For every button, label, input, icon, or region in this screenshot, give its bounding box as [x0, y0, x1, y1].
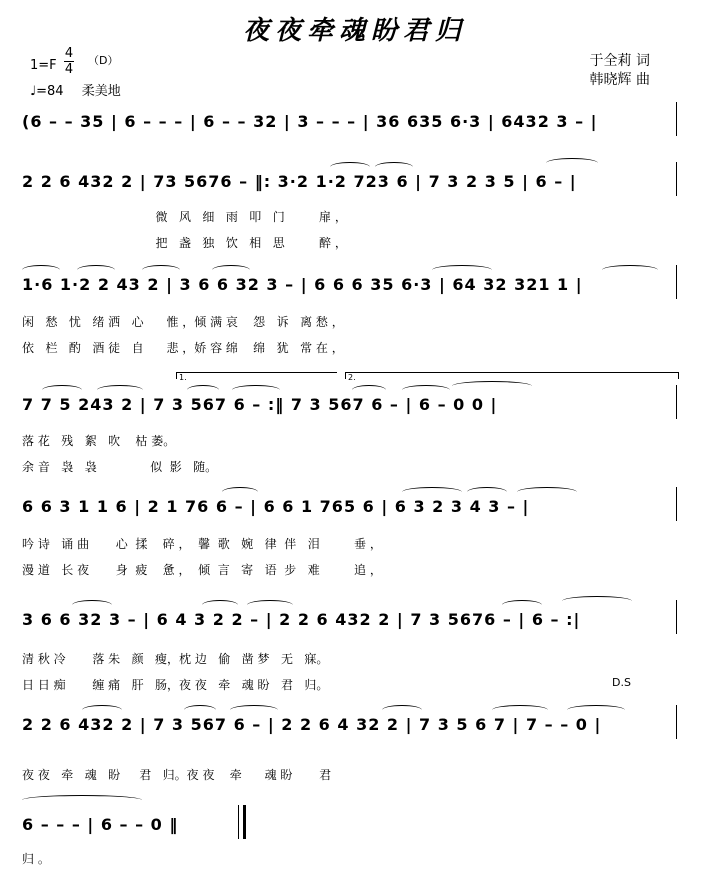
- lyricist: 于全莉 词: [589, 53, 650, 69]
- notation-line: 7 7 5 243 2 | 7 3 567 6 – :‖ 7 3 567 6 – | 6 – 0 0 |: [22, 395, 498, 414]
- lyric-line: 归 。: [22, 852, 50, 866]
- lyric-line: 落 花 残 絮 吹 枯 萎。: [22, 434, 176, 448]
- second-ending-bracket: [345, 372, 679, 382]
- score-row-4: [22, 395, 682, 425]
- notation-line: 1·6 1·2 2 43 2 | 3 6 6 32 3 – | 6 6 6 35 6·3 | 64 32 321 1 |: [22, 275, 583, 294]
- volta-1-label: 1.: [179, 373, 187, 382]
- slur: [402, 487, 462, 497]
- key-note: （D）: [88, 54, 119, 67]
- lyric-line: 漫 道 长 夜 身 疲 惫 ， 倾 言 寄 语 步 难 追 ，: [22, 563, 382, 577]
- slur: [467, 487, 507, 497]
- slur: [232, 385, 280, 395]
- slur: [452, 381, 532, 391]
- slur: [432, 265, 492, 275]
- slur: [184, 705, 216, 715]
- barline: [676, 487, 677, 521]
- barline: [676, 385, 677, 419]
- slur: [42, 385, 82, 395]
- final-barline: [238, 805, 246, 839]
- lyric-line: 把 盏 独 饮 相 思 醉 ，: [22, 236, 347, 250]
- volta-2-label: 2.: [348, 373, 356, 382]
- tie: [22, 795, 142, 805]
- slur: [247, 600, 293, 610]
- score-row-5: [22, 497, 682, 527]
- time-signature: [64, 46, 74, 77]
- score-row-7: [22, 715, 682, 745]
- slur: [202, 600, 238, 610]
- slur: [142, 265, 180, 275]
- key-label: 1=F: [30, 58, 57, 73]
- lyric-line: 清 秋 冷 落 朱 颜 瘦，枕 边 偷 凿 梦 无 寐。: [22, 652, 329, 666]
- slur: [352, 385, 386, 395]
- slur: [187, 385, 219, 395]
- tempo-value: =84: [36, 84, 64, 99]
- lyric-line: 夜 夜 牵 魂 盼 君 归。夜 夜 牵 魂 盼 君: [22, 768, 332, 782]
- barline: [676, 162, 677, 196]
- slur: [222, 487, 258, 497]
- slur: [602, 265, 658, 275]
- time-top: 4: [64, 46, 74, 61]
- dal-segno-mark: D.S: [612, 676, 631, 689]
- slur: [562, 596, 632, 606]
- notation-line: 2 2 6 432 2 | 7 3 567 6 – | 2 2 6 4 32 2 | 7 3 5 6 7 | 7 – – 0 |: [22, 715, 602, 734]
- time-bottom: 4: [64, 62, 74, 77]
- first-ending-bracket: [176, 372, 337, 382]
- slur: [517, 487, 577, 497]
- composer: 韩晓辉 曲: [589, 72, 650, 88]
- expression-mark: 柔美地: [81, 84, 121, 99]
- slur: [375, 162, 413, 172]
- slur: [492, 705, 548, 715]
- barline: [676, 102, 677, 136]
- lyric-line: 微 风 细 雨 叩 门 扉 ，: [22, 210, 347, 224]
- score-row-2: [22, 172, 682, 202]
- slur: [212, 265, 250, 275]
- slur: [82, 705, 122, 715]
- score-row-6: [22, 610, 682, 640]
- song-title: 夜夜牵魂盼君归: [242, 16, 467, 46]
- barline: [676, 705, 677, 739]
- notation-line: 6 – – – | 6 – – 0 ‖: [22, 815, 179, 834]
- notation-line: 3 6 6 32 3 – | 6 4 3 2 2 – | 2 2 6 432 2 | 7 3 5676 – | 6 – :|: [22, 610, 581, 629]
- lyric-line: 依 栏 酌 酒 徒 自 悲 ，娇 容 绵 绵 犹 常 在 ，: [22, 341, 344, 355]
- slur: [72, 600, 112, 610]
- notation-line: 6 6 3 1 1 6 | 2 1 76 6 – | 6 6 1 765 6 | 6 3 2 3 4 3 – |: [22, 497, 530, 516]
- score-row-3: [22, 275, 682, 305]
- slur: [97, 385, 143, 395]
- notation-line: 2 2 6 432 2 | 73 5676 – ‖: 3·2 1·2 723 6 | 7 3 2 3 5 | 6 – |: [22, 172, 577, 191]
- quarter-note-icon: ♩: [30, 84, 37, 99]
- slur: [567, 705, 625, 715]
- barline: [676, 600, 677, 634]
- lyric-line: 闲 愁 忧 绪 洒 心 惟 ，倾 满 哀 怨 诉 离 愁 ，: [22, 315, 344, 329]
- lyric-line: 日 日 痴 缠 痛 肝 肠，夜 夜 牵 魂 盼 君 归。: [22, 678, 329, 692]
- slur: [402, 385, 450, 395]
- notation-line: (6 – – 35 | 6 – – – | 6 – – 32 | 3 – – – | 36 635 6·3 | 6432 3 – |: [22, 112, 598, 131]
- slur: [382, 705, 422, 715]
- credits: [590, 52, 650, 90]
- slur: [77, 265, 115, 275]
- score-row-8: [22, 815, 682, 845]
- lyric-line: 余 音 袅 袅 似 影 随。: [22, 460, 218, 474]
- slur: [502, 600, 542, 610]
- slur: [546, 158, 598, 168]
- slur: [22, 265, 60, 275]
- lyric-line: 吟 诗 诵 曲 心 揉 碎 ， 馨 歌 婉 律 伴 泪 垂 ，: [22, 537, 382, 551]
- key-signature: [30, 58, 57, 73]
- tempo: [30, 80, 121, 99]
- slur: [330, 162, 370, 172]
- slur: [230, 705, 278, 715]
- barline: [676, 265, 677, 299]
- score-row-1: [22, 112, 682, 142]
